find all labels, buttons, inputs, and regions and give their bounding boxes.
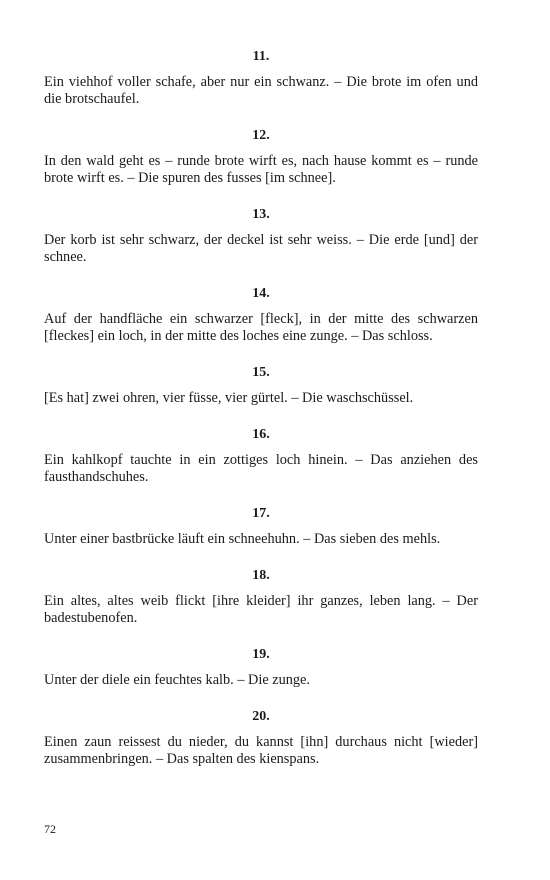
riddle-15 bbox=[44, 364, 478, 407]
riddle-text: In den wald geht es – runde brote wirft es, nach hause kommt es – runde brote wirft es. – Die spuren des fusses [im schnee]. bbox=[44, 153, 478, 186]
riddle-17 bbox=[44, 505, 478, 548]
riddle-text: [Es hat] zwei ohren, vier füsse, vier gürtel. – Die waschschüssel. bbox=[44, 390, 414, 406]
riddle-number: 20. bbox=[252, 709, 270, 724]
riddle-number: 19. bbox=[252, 647, 270, 662]
riddle-text: Der korb ist sehr schwarz, der deckel ist sehr weiss. – Die erde [und] der schnee. bbox=[44, 232, 478, 265]
riddle-18 bbox=[44, 567, 478, 627]
riddle-number: 16. bbox=[252, 427, 270, 442]
riddle-number: 13. bbox=[252, 207, 270, 222]
riddle-19 bbox=[44, 646, 478, 689]
riddle-13 bbox=[44, 206, 478, 266]
riddle-text: Unter einer bastbrücke läuft ein schneehuhn. – Das sieben des mehls. bbox=[44, 531, 441, 547]
riddle-number: 12. bbox=[252, 128, 270, 143]
riddle-number: 17. bbox=[252, 506, 270, 521]
riddle-text: Ein kahlkopf tauchte in ein zottiges loch hinein. – Das anziehen des fausthandschuhes. bbox=[44, 452, 478, 485]
riddle-11 bbox=[44, 48, 478, 108]
riddle-text: Einen zaun reissest du nieder, du kannst [ihn] durchaus nicht [wieder] zusammenbringen. – Das spalten des kienspans. bbox=[44, 734, 478, 767]
riddle-12 bbox=[44, 127, 478, 187]
riddle-number: 15. bbox=[252, 365, 270, 380]
riddle-text: Unter der diele ein feuchtes kalb. – Die zunge. bbox=[44, 672, 310, 688]
riddle-text: Auf der handfläche ein schwarzer [fleck], in der mitte des schwarzen [fleckes] ein loch, in der mitte des loches eine zunge. – Das schloss. bbox=[44, 311, 478, 344]
page-content bbox=[44, 48, 478, 787]
riddle-number: 18. bbox=[252, 568, 270, 583]
page-number: 72 bbox=[44, 822, 56, 836]
riddle-text: Ein altes, altes weib flickt [ihre kleider] ihr ganzes, leben lang. – Der badestubenofen. bbox=[44, 593, 478, 626]
riddle-number: 11. bbox=[252, 49, 270, 64]
riddle-14 bbox=[44, 285, 478, 345]
riddle-number: 14. bbox=[252, 286, 270, 301]
riddle-16 bbox=[44, 426, 478, 486]
riddle-20 bbox=[44, 708, 478, 768]
riddle-text: Ein viehhof voller schafe, aber nur ein schwanz. – Die brote im ofen und die brotschaufel. bbox=[44, 74, 478, 107]
